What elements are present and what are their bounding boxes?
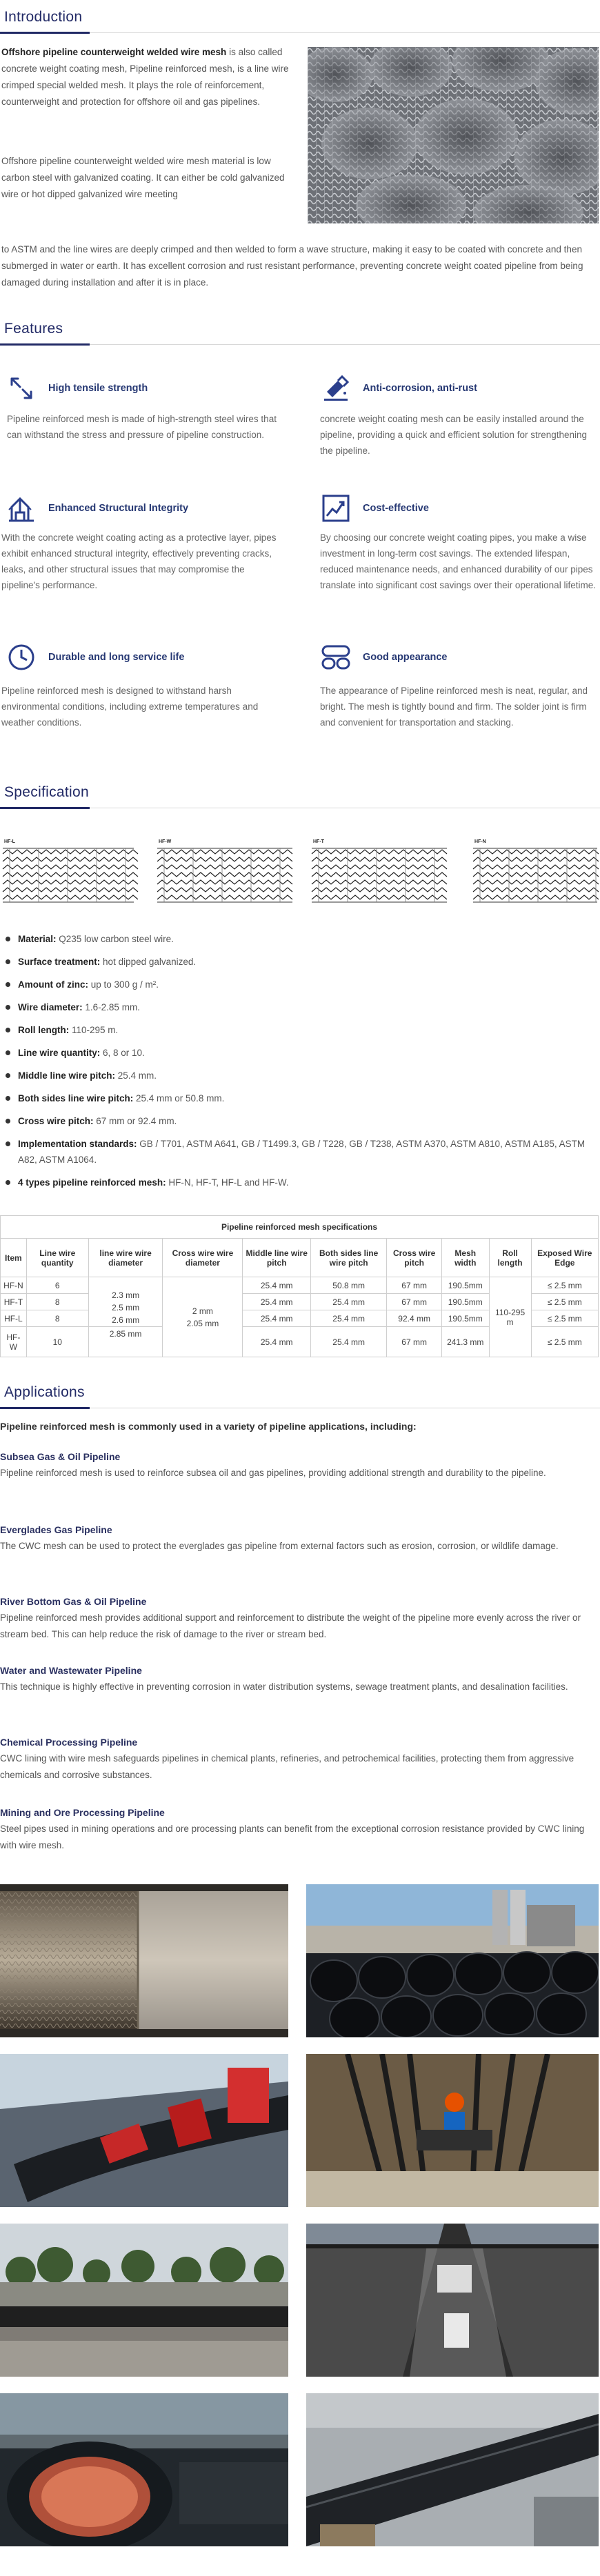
rolls-icon <box>320 641 352 673</box>
feature-structural-integrity <box>6 492 188 524</box>
feature-text: By choosing our concrete weight coating pipes, you make a wise investment in long-term cost savings. The extended lifespan, reduced maintenance needs, and enhanced durability of our pipes translate into significant cost savings over their operational lifetime. <box>320 532 596 590</box>
application-text: Steel pipes used in mining operations and ore processing plants can benefit from the exceptional corrosion resistance provided by CWC lining with wire mesh. <box>0 1824 585 1850</box>
line-wire <box>157 880 292 884</box>
table-row: HF-N 6 2.3 mm 2.5 mm 2.6 mm 2 mm 2.05 mm 25.4 mm 50.8 mm 67 mm 190.5mm 110-295 m ≤ 2.5 mm <box>1 1277 599 1294</box>
feature-text: concrete weight coating mesh can be easily installed around the pipeline, providing a quick and efficient solution for strengthening the pipeline. <box>320 414 588 456</box>
feature-text: The appearance of Pipeline reinforced mesh is neat, regular, and bright. The mesh is tightly bound and firm. The solder joint is firm and convenient for transportation and stacking. <box>320 686 588 728</box>
application-title: Everglades Gas Pipeline <box>0 1524 112 1535</box>
table-header: Item <box>1 1239 27 1277</box>
feature-cost-effective <box>320 492 429 524</box>
table-header: Line wire quantity <box>26 1239 88 1277</box>
photo-offshore-laying <box>0 2054 288 2207</box>
line-wire <box>312 850 447 854</box>
spec-item: Roll length: 110-295 m. <box>4 1022 597 1038</box>
table-header: Cross wire wire diameter <box>163 1239 243 1277</box>
expand-arrows-icon <box>6 372 37 404</box>
application-title: River Bottom Gas & Oil Pipeline <box>0 1596 147 1607</box>
intro-paragraph-1 <box>1 44 291 110</box>
title-underline <box>0 32 90 34</box>
mesh-diagram <box>312 839 447 902</box>
line-wire <box>3 895 138 899</box>
photo-pipeline-field <box>0 2224 288 2377</box>
feature-text: With the concrete weight coating acting as a protective layer, pipes exhibit enhanced structural integrity, effectively preventing cracks, leaks, and other structural issues that may compromise the pipeline's performance. <box>1 532 277 590</box>
line-wire <box>3 872 138 877</box>
diagram-label: HF-L <box>4 839 15 844</box>
line-wire <box>157 872 292 877</box>
application-text: Pipeline reinforced mesh is used to reinforce subsea oil and gas pipelines, providing additional strength and durability to the pipeline. <box>0 1468 546 1478</box>
table-header: Cross wire pitch <box>387 1239 442 1277</box>
feature-title: Anti-corrosion, anti-rust <box>363 383 477 394</box>
diagram-label: HF-W <box>159 839 172 844</box>
line-wire <box>473 888 599 892</box>
mesh-rolls-image <box>308 47 599 223</box>
line-wire <box>312 865 447 869</box>
application-text: This technique is highly effective in preventing corrosion in water distribution systems, sewage treatment plants, and desalination facilities. <box>0 1681 568 1692</box>
mesh-diagram <box>3 839 138 902</box>
line-wire <box>3 888 138 892</box>
feature-good-appearance <box>320 641 447 673</box>
line-wire <box>312 872 447 877</box>
specification-list <box>4 931 597 1197</box>
line-wire <box>3 865 138 869</box>
feature-title: Durable and long service life <box>48 652 185 663</box>
feature-durable <box>6 641 184 673</box>
line-wire <box>312 880 447 884</box>
feature-title: Good appearance <box>363 652 448 663</box>
spec-item: Line wire quantity: 6, 8 or 10. <box>4 1045 597 1061</box>
mesh-rolls-photo <box>308 47 599 223</box>
table-header: Mesh width <box>442 1239 490 1277</box>
features-section-header <box>0 312 600 345</box>
mesh-diagram-svg <box>0 836 600 919</box>
feature-title: Enhanced Structural Integrity <box>48 503 189 514</box>
feature-text: Pipeline reinforced mesh is designed to withstand harsh environmental conditions, including extreme temperatures and weather conditions. <box>1 686 259 728</box>
line-wire <box>3 880 138 884</box>
photo-long-pipeline <box>306 2393 599 2546</box>
feature-title: Cost-effective <box>363 503 429 514</box>
application-text: Pipeline reinforced mesh provides additional support and reinforcement to distribute the weight of the pipeline more evenly across the river or stream bed. This can help reduce the risk of damage to the river or stream bed. <box>0 1613 581 1639</box>
line-wire <box>312 888 447 892</box>
spray-shield-icon <box>320 372 352 404</box>
spec-item: 4 types pipeline reinforced mesh: HF-N, HF-T, HF-L and HF-W. <box>4 1175 597 1190</box>
application-item <box>0 1737 597 1784</box>
diagram-label: HF-T <box>313 839 324 844</box>
feature-text: Pipeline reinforced mesh is made of high-strength steel wires that can withstand the stress and pressure of pipeline construction. <box>7 414 277 440</box>
table-header: Both sides line wire pitch <box>311 1239 387 1277</box>
spec-item: Amount of zinc: up to 300 g / m². <box>4 977 597 992</box>
line-wire <box>473 865 599 869</box>
specifications-table <box>0 1215 599 1357</box>
mesh-diagram <box>473 839 599 902</box>
clock-icon <box>6 641 37 673</box>
diagram-label: HF-N <box>474 839 486 844</box>
table-caption: Pipeline reinforced mesh specifications <box>1 1216 599 1239</box>
line-wire <box>157 888 292 892</box>
application-title: Water and Wastewater Pipeline <box>0 1665 142 1676</box>
introduction-title: Introduction <box>4 9 83 25</box>
line-wire <box>473 880 599 884</box>
features-title: Features <box>4 321 63 337</box>
application-item <box>0 1451 597 1481</box>
feature-high-tensile <box>6 372 148 404</box>
intro-paragraph-2: Offshore pipeline counterweight welded wire mesh material is low carbon steel with galvanized coating. It can either be cold galvanized wire or hot dipped galvanized wire meeting <box>1 156 285 199</box>
applications-intro: Pipeline reinforced mesh is commonly used in a variety of pipeline applications, including: <box>0 1421 417 1432</box>
photo-coated-pipes-yard <box>306 1884 599 2037</box>
table-header: Middle line wire pitch <box>243 1239 311 1277</box>
title-underline <box>0 1407 90 1409</box>
application-item <box>0 1665 597 1695</box>
application-text: CWC lining with wire mesh safeguards pipelines in chemical plants, refineries, and petrochemical facilities, protecting them from aggressive chemicals and corrosive substances. <box>0 1753 574 1780</box>
intro-paragraph-3: to ASTM and the line wires are deeply crimped and then welded to form a wave structure, making it easy to be coated with concrete and then submerged in water or earth. It has excellent corrosion and rust resistant performance, preventing concrete weight coated pipeline from being damaged during installation and after it is in place. <box>1 244 583 288</box>
applications-title: Applications <box>4 1384 85 1400</box>
spec-item: Wire diameter: 1.6-2.85 mm. <box>4 999 597 1015</box>
line-wire <box>473 850 599 854</box>
spec-item: Implementation standards: GB / T701, ASTM A641, GB / T1499.3, GB / T228, GB / T238, ASTM A370, ASTM A810, ASTM A185, ASTM A82, ASTM A1064. <box>4 1136 597 1168</box>
mesh-type-diagrams <box>0 836 600 919</box>
photo-pipe-interior <box>306 2224 599 2377</box>
application-item <box>0 1596 597 1643</box>
table-row: HF-T 8 25.4 mm 25.4 mm 67 mm 190.5mm ≤ 2.5 mm <box>1 1294 599 1310</box>
application-text: The CWC mesh can be used to protect the everglades gas pipeline from external factors such as erosion, corrosion, or wildlife damage. <box>0 1541 559 1551</box>
application-item <box>0 1807 597 1854</box>
application-title: Chemical Processing Pipeline <box>0 1737 138 1748</box>
line-wire <box>3 850 138 854</box>
line-wire <box>473 872 599 877</box>
line-wire <box>157 895 292 899</box>
structure-icon <box>6 492 37 524</box>
line-wire <box>3 857 138 861</box>
table-header: Exposed Wire Edge <box>531 1239 598 1277</box>
table-row: HF-L 8 25.4 mm 25.4 mm 92.4 mm 190.5mm ≤ 2.5 mm <box>1 1310 599 1327</box>
feature-anti-corrosion <box>320 372 477 404</box>
photo-pipe-worker <box>306 2054 599 2207</box>
cost-chart-icon <box>320 492 352 524</box>
line-wire <box>157 857 292 861</box>
spec-item: Both sides line wire pitch: 25.4 mm or 50.8 mm. <box>4 1090 597 1106</box>
title-underline <box>0 807 90 809</box>
mesh-diagram <box>157 839 292 902</box>
line-wire <box>312 895 447 899</box>
application-title: Subsea Gas & Oil Pipeline <box>0 1451 121 1462</box>
spec-item: Material: Q235 low carbon steel wire. <box>4 931 597 947</box>
application-title: Mining and Ore Processing Pipeline <box>0 1807 165 1818</box>
feature-title: High tensile strength <box>48 383 148 394</box>
line-wire <box>473 857 599 861</box>
applications-section-header <box>0 1375 600 1408</box>
line-wire <box>157 850 292 854</box>
specification-title: Specification <box>4 784 89 800</box>
photo-pipe-opening <box>0 2393 288 2546</box>
spec-item: Middle line wire pitch: 25.4 mm. <box>4 1068 597 1084</box>
introduction-section-header <box>0 0 600 33</box>
photo-pipe-mesh-wrap <box>0 1884 288 2037</box>
line-wire <box>157 865 292 869</box>
application-item <box>0 1524 597 1555</box>
line-wire <box>312 857 447 861</box>
table-row: HF-W 10 2.85 mm 25.4 mm 25.4 mm 67 mm 241.3 mm ≤ 2.5 mm <box>1 1327 599 1357</box>
table-header: line wire wire diameter <box>88 1239 163 1277</box>
spec-item: Surface treatment: hot dipped galvanized. <box>4 954 597 970</box>
table-header: Roll length <box>489 1239 531 1277</box>
intro-heading: Offshore pipeline counterweight welded wire mesh <box>1 47 227 57</box>
line-wire <box>473 895 599 899</box>
specification-section-header <box>0 775 600 808</box>
intro-text-1: is also called concrete weight coating mesh, Pipeline reinforced mesh, is a line wire crimped special welded mesh. It plays the role of reinforcement, counterweight and protection for offshore oil and gas pipelines. <box>1 47 289 107</box>
spec-item: Cross wire pitch: 67 mm or 92.4 mm. <box>4 1113 597 1129</box>
title-underline <box>0 343 90 346</box>
